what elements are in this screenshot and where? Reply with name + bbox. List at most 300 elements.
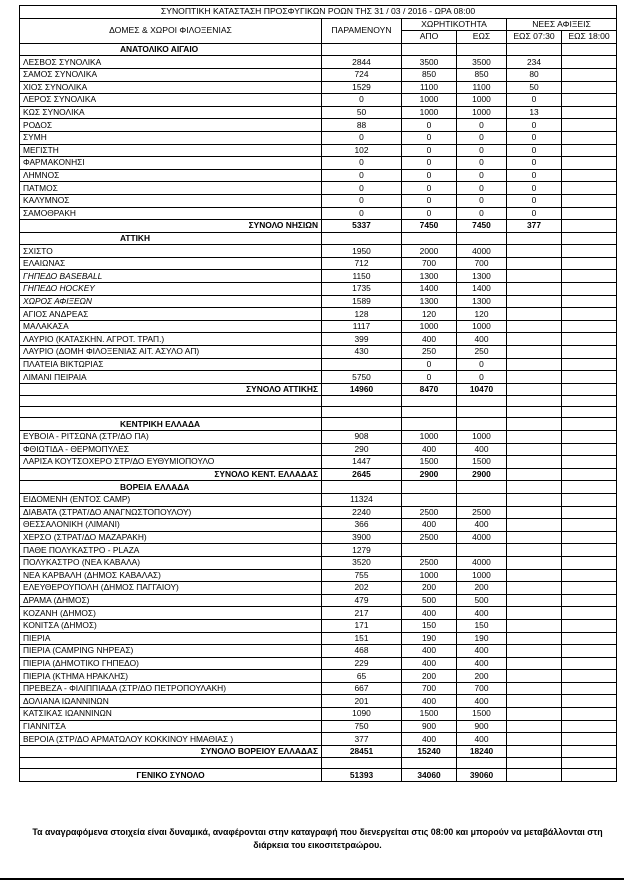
cell-name: ΓΗΠΕΔΟ HOCKEY (20, 283, 322, 296)
empty-cell (322, 232, 402, 245)
header-row-top (20, 18, 617, 31)
table-row (20, 182, 617, 195)
cell-arrivals-1800 (562, 769, 617, 782)
cell-remaining: 65 (322, 670, 402, 683)
cell-capacity-to: 400 (457, 519, 507, 532)
cell-remaining: 712 (322, 257, 402, 270)
cell-remaining: 479 (322, 594, 402, 607)
cell-remaining: 0 (322, 131, 402, 144)
cell-arrivals-1800 (562, 632, 617, 645)
table-row (20, 645, 617, 658)
cell-arrivals-0730: 0 (507, 119, 562, 132)
table-row (20, 169, 617, 182)
cell-name: ΣΧΙΣΤΟ (20, 245, 322, 258)
empty-cell (507, 481, 562, 494)
blank-cell (457, 758, 507, 769)
cell-arrivals-0730 (507, 569, 562, 582)
cell-capacity-to: 250 (457, 346, 507, 359)
cell-capacity-to: 850 (457, 68, 507, 81)
cell-name: ΛΕΡΟΣ ΣΥΝΟΛΙΚΑ (20, 94, 322, 107)
cell-capacity-to: 0 (457, 157, 507, 170)
cell-capacity-to: 700 (457, 682, 507, 695)
table-row (20, 308, 617, 321)
cell-arrivals-1800 (562, 569, 617, 582)
cell-capacity-to: 700 (457, 257, 507, 270)
cell-capacity-from: 400 (402, 733, 457, 746)
header-capacity-to: ΕΩΣ (457, 31, 507, 44)
cell-capacity-from: 0 (402, 144, 457, 157)
table-row (20, 708, 617, 721)
cell-arrivals-1800 (562, 283, 617, 296)
cell-arrivals-1800 (562, 371, 617, 384)
cell-capacity-to: 150 (457, 619, 507, 632)
cell-capacity-from: 1300 (402, 295, 457, 308)
cell-name: ΧΕΡΣΟ (ΣΤΡΑΤ/ΔΟ ΜΑΖΑΡΑΚΗ) (20, 531, 322, 544)
cell-capacity-to: 500 (457, 594, 507, 607)
cell-name: ΑΓΙΟΣ ΑΝΔΡΕΑΣ (20, 308, 322, 321)
cell-capacity-to: 400 (457, 657, 507, 670)
footnote: Τα αναγραφόμενα στοιχεία είναι δυναμικά, αναφέρονται στην καταγραφή που διενεργείται στις 08:00 και μπορούν να μεταβάλλονται στη διάρκεια του εικοσιτετραώρου. (32, 827, 603, 850)
cell-remaining: 88 (322, 119, 402, 132)
cell-name: ΧΙΟΣ ΣΥΝΟΛΙΚΑ (20, 81, 322, 94)
cell-arrivals-1800 (562, 358, 617, 371)
cell-arrivals-1800 (562, 670, 617, 683)
cell-capacity-to: 400 (457, 645, 507, 658)
cell-capacity-from: 700 (402, 682, 457, 695)
cell-arrivals-1800 (562, 695, 617, 708)
cell-arrivals-0730 (507, 371, 562, 384)
cell-capacity-from: 700 (402, 257, 457, 270)
cell-arrivals-0730 (507, 308, 562, 321)
cell-remaining: 50 (322, 106, 402, 119)
cell-remaining: 0 (322, 169, 402, 182)
cell-name: ΓΗΠΕΔΟ BASEBALL (20, 270, 322, 283)
cell-arrivals-1800 (562, 556, 617, 569)
cell-capacity-from: 1000 (402, 569, 457, 582)
cell-capacity-to: 1400 (457, 283, 507, 296)
cell-name: ΓΕΝΙΚΟ ΣΥΝΟΛΟ (20, 769, 322, 782)
cell-capacity-from: 1000 (402, 106, 457, 119)
cell-name: ΔΙΑΒΑΤΑ (ΣΤΡΑΤ/ΔΟ ΑΝΑΓΝΩΣΤΟΠΟΥΛΟΥ) (20, 506, 322, 519)
cell-remaining: 28451 (322, 745, 402, 758)
blank-cell (507, 396, 562, 407)
cell-arrivals-0730: 0 (507, 182, 562, 195)
cell-arrivals-0730: 13 (507, 106, 562, 119)
cell-name: ΣΥΝΟΛΟ ΚΕΝΤ. ΕΛΛΑΔΑΣ (20, 468, 322, 481)
cell-arrivals-0730 (507, 733, 562, 746)
cell-remaining: 0 (322, 207, 402, 220)
cell-name: ΠΑΘΕ ΠΟΛΥΚΑΣΤΡΟ - PLAZA (20, 544, 322, 557)
cell-remaining: 1950 (322, 245, 402, 258)
cell-capacity-from: 0 (402, 358, 457, 371)
cell-arrivals-0730: 0 (507, 94, 562, 107)
cell-capacity-to: 190 (457, 632, 507, 645)
header-structures: ΔΟΜΕΣ & ΧΩΡΟΙ ΦΙΛΟΞΕΝΙΑΣ (20, 18, 322, 43)
cell-name: ΝΕΑ ΚΑΡΒΑΛΗ (ΔΗΜΟΣ ΚΑΒΑΛΑΣ) (20, 569, 322, 582)
cell-arrivals-1800 (562, 619, 617, 632)
refugee-flows-table (19, 5, 617, 782)
cell-arrivals-1800 (562, 144, 617, 157)
empty-cell (457, 43, 507, 56)
cell-capacity-to: 4000 (457, 245, 507, 258)
cell-capacity-to: 2500 (457, 506, 507, 519)
cell-remaining: 377 (322, 733, 402, 746)
header-arrivals-1800: ΕΩΣ 18:00 (562, 31, 617, 44)
cell-capacity-to: 0 (457, 169, 507, 182)
total-row (20, 745, 617, 758)
cell-remaining: 14960 (322, 383, 402, 396)
cell-capacity-to: 7450 (457, 220, 507, 233)
table-row (20, 270, 617, 283)
table-row (20, 594, 617, 607)
section-header-row (20, 232, 617, 245)
cell-capacity-to: 1000 (457, 320, 507, 333)
cell-name: ΕΙΔΟΜΕΝΗ (ΕΝΤΟΣ CAMP) (20, 493, 322, 506)
cell-capacity-to: 2900 (457, 468, 507, 481)
cell-name: ΛΑΡΙΣΑ ΚΟΥΤΣΟΧΕΡΟ ΣΤΡ/ΔΟ ΕΥΘΥΜΙΟΠΟΥΛΟ (20, 456, 322, 469)
blank-cell (457, 407, 507, 418)
cell-name: ΣΑΜΟΘΡΑΚΗ (20, 207, 322, 220)
cell-remaining: 2240 (322, 506, 402, 519)
cell-arrivals-0730: 50 (507, 81, 562, 94)
cell-capacity-to: 0 (457, 144, 507, 157)
cell-arrivals-0730: 0 (507, 207, 562, 220)
cell-capacity-to: 4000 (457, 556, 507, 569)
table-row (20, 695, 617, 708)
section-title: ΒΟΡΕΙΑ ΕΛΛΑΔΑ (20, 481, 322, 494)
cell-name: ΛΗΜΝΟΣ (20, 169, 322, 182)
cell-remaining: 5337 (322, 220, 402, 233)
cell-capacity-from: 400 (402, 607, 457, 620)
cell-arrivals-0730: 0 (507, 131, 562, 144)
table-row (20, 333, 617, 346)
cell-remaining: 1279 (322, 544, 402, 557)
table-row (20, 320, 617, 333)
cell-arrivals-0730 (507, 695, 562, 708)
cell-name: ΠΟΛΥΚΑΣΤΡΟ (ΝΕΑ ΚΑΒΑΛΑ) (20, 556, 322, 569)
grand-total-row (20, 769, 617, 782)
cell-name: ΔΡΑΜΑ (ΔΗΜΟΣ) (20, 594, 322, 607)
blank-cell (20, 407, 322, 418)
cell-name: ΦΑΡΜΑΚΟΝΗΣΙ (20, 157, 322, 170)
cell-capacity-from (402, 493, 457, 506)
cell-arrivals-1800 (562, 456, 617, 469)
table-row (20, 431, 617, 444)
cell-arrivals-0730 (507, 556, 562, 569)
cell-remaining: 202 (322, 582, 402, 595)
cell-capacity-from: 0 (402, 182, 457, 195)
empty-cell (507, 43, 562, 56)
cell-capacity-from: 1300 (402, 270, 457, 283)
table-row (20, 207, 617, 220)
cell-arrivals-0730 (507, 582, 562, 595)
table-row (20, 657, 617, 670)
cell-capacity-to: 1500 (457, 708, 507, 721)
cell-arrivals-1800 (562, 169, 617, 182)
cell-name: ΣΥΝΟΛΟ ΒΟΡΕΙΟΥ ΕΛΛΑΔΑΣ (20, 745, 322, 758)
cell-capacity-from: 0 (402, 169, 457, 182)
cell-capacity-to: 200 (457, 670, 507, 683)
cell-remaining: 171 (322, 619, 402, 632)
cell-arrivals-1800 (562, 119, 617, 132)
cell-capacity-to: 3500 (457, 56, 507, 69)
table-row (20, 670, 617, 683)
cell-capacity-from: 190 (402, 632, 457, 645)
cell-capacity-from: 200 (402, 670, 457, 683)
cell-capacity-from: 0 (402, 371, 457, 384)
blank-cell (457, 396, 507, 407)
header-remaining: ΠΑΡΑΜΕΝΟΥΝ (322, 18, 402, 43)
cell-capacity-from: 3500 (402, 56, 457, 69)
empty-cell (507, 232, 562, 245)
cell-arrivals-0730 (507, 283, 562, 296)
cell-capacity-from: 2900 (402, 468, 457, 481)
cell-remaining: 750 (322, 720, 402, 733)
cell-capacity-from: 2500 (402, 531, 457, 544)
cell-capacity-to: 0 (457, 119, 507, 132)
cell-capacity-from: 2500 (402, 556, 457, 569)
cell-arrivals-1800 (562, 81, 617, 94)
table-row (20, 56, 617, 69)
cell-capacity-from: 1100 (402, 81, 457, 94)
empty-cell (402, 481, 457, 494)
cell-remaining: 366 (322, 519, 402, 532)
section-header-row (20, 481, 617, 494)
cell-name: ΠΙΕΡΙΑ (ΔΗΜΟΤΙΚΟ ΓΗΠΕΔΟ) (20, 657, 322, 670)
cell-arrivals-0730 (507, 531, 562, 544)
cell-remaining: 5750 (322, 371, 402, 384)
cell-name: ΠΙΕΡΙΑ (CAMPING ΝΗΡΕΑΣ) (20, 645, 322, 658)
cell-arrivals-0730: 234 (507, 56, 562, 69)
cell-remaining: 51393 (322, 769, 402, 782)
report-sheet (19, 5, 616, 782)
cell-arrivals-1800 (562, 468, 617, 481)
table-row (20, 194, 617, 207)
cell-capacity-from: 400 (402, 695, 457, 708)
cell-capacity-from: 900 (402, 720, 457, 733)
cell-arrivals-1800 (562, 733, 617, 746)
header-new-arrivals: ΝΕΕΣ ΑΦΙΞΕΙΣ (507, 18, 617, 31)
cell-capacity-from: 250 (402, 346, 457, 359)
table-row (20, 733, 617, 746)
cell-capacity-to: 0 (457, 358, 507, 371)
cell-arrivals-1800 (562, 383, 617, 396)
cell-capacity-to: 400 (457, 733, 507, 746)
cell-name: ΠΙΕΡΙΑ (ΚΤΗΜΑ ΗΡΑΚΛΗΣ) (20, 670, 322, 683)
cell-remaining: 0 (322, 157, 402, 170)
table-row (20, 157, 617, 170)
empty-cell (402, 43, 457, 56)
cell-arrivals-0730 (507, 320, 562, 333)
cell-remaining: 430 (322, 346, 402, 359)
cell-arrivals-1800 (562, 493, 617, 506)
cell-arrivals-1800 (562, 56, 617, 69)
table-row (20, 569, 617, 582)
cell-capacity-from: 0 (402, 157, 457, 170)
cell-capacity-from: 1000 (402, 94, 457, 107)
cell-remaining: 1529 (322, 81, 402, 94)
empty-cell (322, 418, 402, 431)
cell-arrivals-1800 (562, 94, 617, 107)
cell-capacity-from: 2000 (402, 245, 457, 258)
cell-remaining: 667 (322, 682, 402, 695)
table-row (20, 506, 617, 519)
table-row (20, 119, 617, 132)
blank-cell (562, 758, 617, 769)
cell-remaining: 201 (322, 695, 402, 708)
cell-arrivals-0730: 0 (507, 169, 562, 182)
section-title: ΑΝΑΤΟΛΙΚΟ ΑΙΓΑΙΟ (20, 43, 322, 56)
blank-row (20, 396, 617, 407)
blank-cell (20, 758, 322, 769)
cell-arrivals-0730 (507, 657, 562, 670)
cell-arrivals-0730 (507, 619, 562, 632)
cell-remaining: 468 (322, 645, 402, 658)
cell-arrivals-1800 (562, 645, 617, 658)
section-header-row (20, 418, 617, 431)
cell-arrivals-1800 (562, 657, 617, 670)
blank-cell (562, 396, 617, 407)
cell-remaining: 724 (322, 68, 402, 81)
cell-capacity-from (402, 544, 457, 557)
cell-capacity-from: 34060 (402, 769, 457, 782)
table-row (20, 582, 617, 595)
cell-arrivals-0730 (507, 431, 562, 444)
cell-name: ΚΩΣ ΣΥΝΟΛΙΚΑ (20, 106, 322, 119)
cell-arrivals-0730 (507, 720, 562, 733)
table-row (20, 556, 617, 569)
cell-arrivals-1800 (562, 443, 617, 456)
cell-arrivals-0730 (507, 682, 562, 695)
cell-capacity-to (457, 493, 507, 506)
cell-arrivals-0730 (507, 506, 562, 519)
cell-arrivals-1800 (562, 333, 617, 346)
header-capacity-from: ΑΠΟ (402, 31, 457, 44)
cell-arrivals-0730 (507, 493, 562, 506)
cell-remaining: 0 (322, 194, 402, 207)
cell-capacity-from: 0 (402, 131, 457, 144)
cell-arrivals-0730 (507, 645, 562, 658)
cell-capacity-from: 0 (402, 194, 457, 207)
cell-name: ΣΥΝΟΛΟ ΝΗΣΙΩΝ (20, 220, 322, 233)
table-row (20, 682, 617, 695)
cell-remaining: 1117 (322, 320, 402, 333)
cell-arrivals-1800 (562, 295, 617, 308)
cell-arrivals-1800 (562, 320, 617, 333)
cell-arrivals-1800 (562, 308, 617, 321)
table-row (20, 632, 617, 645)
cell-capacity-from: 8470 (402, 383, 457, 396)
cell-capacity-to: 1500 (457, 456, 507, 469)
header-arrivals-0730: ΕΩΣ 07:30 (507, 31, 562, 44)
empty-cell (457, 232, 507, 245)
cell-remaining: 151 (322, 632, 402, 645)
empty-cell (322, 481, 402, 494)
cell-capacity-to: 400 (457, 333, 507, 346)
total-row (20, 220, 617, 233)
cell-capacity-to: 18240 (457, 745, 507, 758)
cell-remaining: 755 (322, 569, 402, 582)
cell-remaining: 290 (322, 443, 402, 456)
cell-capacity-from: 2500 (402, 506, 457, 519)
section-title: ΑΤΤΙΚΗ (20, 232, 322, 245)
cell-arrivals-1800 (562, 544, 617, 557)
cell-capacity-from: 1500 (402, 456, 457, 469)
blank-cell (507, 407, 562, 418)
empty-cell (562, 481, 617, 494)
empty-cell (322, 43, 402, 56)
cell-arrivals-0730: 0 (507, 194, 562, 207)
cell-arrivals-0730 (507, 670, 562, 683)
cell-capacity-to: 1000 (457, 94, 507, 107)
cell-name: ΛΕΣΒΟΣ ΣΥΝΟΛΙΚΑ (20, 56, 322, 69)
table-row (20, 358, 617, 371)
cell-capacity-to: 1300 (457, 270, 507, 283)
table-row (20, 106, 617, 119)
cell-arrivals-1800 (562, 720, 617, 733)
table-row (20, 295, 617, 308)
cell-capacity-from: 1000 (402, 320, 457, 333)
empty-cell (402, 232, 457, 245)
cell-arrivals-0730 (507, 468, 562, 481)
table-row (20, 443, 617, 456)
cell-arrivals-1800 (562, 68, 617, 81)
cell-remaining: 1735 (322, 283, 402, 296)
cell-arrivals-0730 (507, 443, 562, 456)
cell-capacity-from: 120 (402, 308, 457, 321)
cell-remaining: 1447 (322, 456, 402, 469)
cell-arrivals-1800 (562, 531, 617, 544)
cell-arrivals-0730 (507, 632, 562, 645)
cell-name: ΘΕΣΣΑΛΟΝΙΚΗ (ΛΙΜΑΝΙ) (20, 519, 322, 532)
cell-arrivals-1800 (562, 207, 617, 220)
cell-arrivals-0730 (507, 544, 562, 557)
cell-name: ΡΟΔΟΣ (20, 119, 322, 132)
blank-row (20, 407, 617, 418)
blank-cell (507, 758, 562, 769)
blank-cell (562, 407, 617, 418)
blank-cell (402, 758, 457, 769)
cell-remaining: 2844 (322, 56, 402, 69)
table-row (20, 68, 617, 81)
empty-cell (562, 43, 617, 56)
empty-cell (562, 232, 617, 245)
cell-name: ΛΙΜΑΝΙ ΠΕΙΡΑΙΑ (20, 371, 322, 384)
table-row (20, 144, 617, 157)
cell-capacity-from: 400 (402, 657, 457, 670)
cell-capacity-from: 200 (402, 582, 457, 595)
cell-arrivals-1800 (562, 431, 617, 444)
cell-remaining (322, 358, 402, 371)
cell-name: ΜΑΛΑΚΑΣΑ (20, 320, 322, 333)
cell-capacity-to: 10470 (457, 383, 507, 396)
cell-arrivals-1800 (562, 220, 617, 233)
cell-arrivals-1800 (562, 182, 617, 195)
cell-name: ΛΑΥΡΙΟ (ΚΑΤΑΣΚΗΝ. ΑΓΡΟΤ. ΤΡΑΠ.) (20, 333, 322, 346)
table-row (20, 283, 617, 296)
cell-arrivals-0730 (507, 383, 562, 396)
cell-arrivals-1800 (562, 157, 617, 170)
cell-remaining: 399 (322, 333, 402, 346)
cell-arrivals-1800 (562, 745, 617, 758)
section-header-row (20, 43, 617, 56)
cell-capacity-from: 0 (402, 119, 457, 132)
cell-capacity-from: 400 (402, 333, 457, 346)
cell-name: ΣΑΜΟΣ ΣΥΝΟΛΙΚΑ (20, 68, 322, 81)
cell-name: ΔΟΛΙΑΝΑ ΙΩΑΝΝΙΝΩΝ (20, 695, 322, 708)
table-row (20, 245, 617, 258)
cell-arrivals-0730 (507, 257, 562, 270)
